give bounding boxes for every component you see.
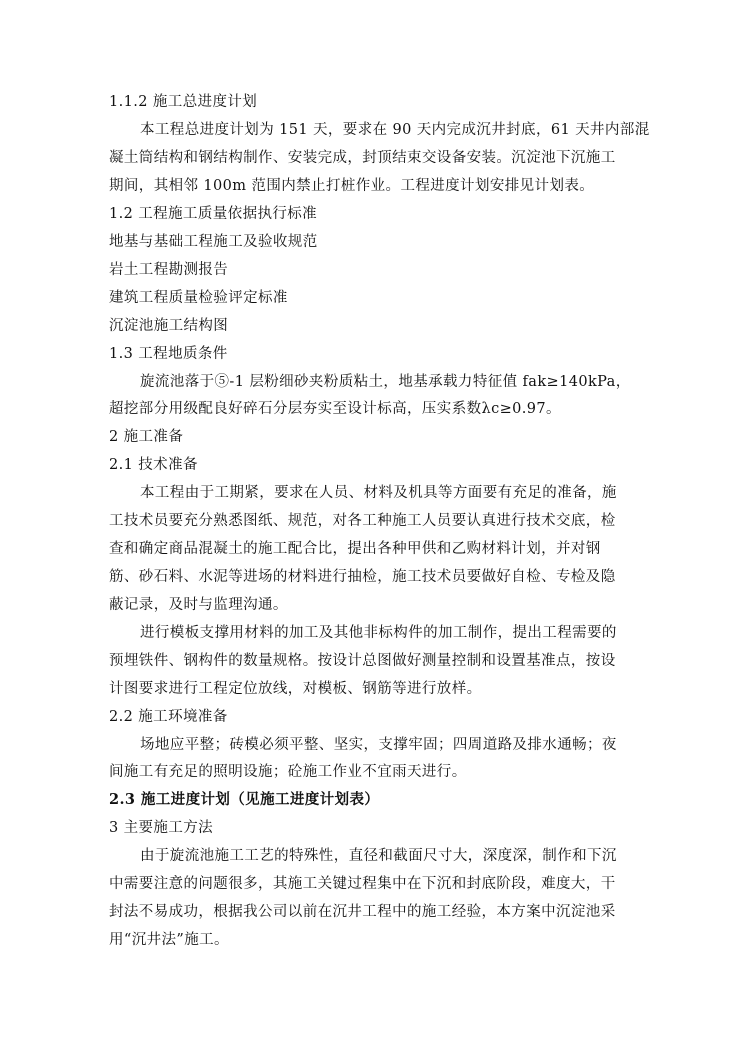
paragraph-line: 封法不易成功，根据我公司以前在沉井工程中的施工经验，本方案中沉淀池采 xyxy=(109,904,616,920)
paragraph-line: 筋、砂石料、水泥等进场的材料进行抽检，施工技术员要做好自检、专检及隐 xyxy=(109,569,616,585)
paragraph-line: 凝土筒结构和钢结构制作、安装完成，封顶结束交设备安装。沉淀池下沉施工 xyxy=(109,150,616,166)
heading-1-2: 1.2 工程施工质量依据执行标准 xyxy=(109,206,318,222)
paragraph-line: 本工程总进度计划为 151 天，要求在 90 天内完成沉井封底，61 天井内部混 xyxy=(140,122,650,138)
standard-item: 建筑工程质量检验评定标准 xyxy=(109,290,288,306)
paragraph-line: 蔽记录，及时与监理沟通。 xyxy=(109,597,288,613)
heading-2-1: 2.1 技术准备 xyxy=(109,457,198,473)
heading-2-2: 2.2 施工环境准备 xyxy=(109,709,228,725)
paragraph-line: 用“沉井法”施工。 xyxy=(109,932,229,948)
heading-1-3: 1.3 工程地质条件 xyxy=(109,346,228,362)
paragraph-line: 中需要注意的问题很多，其施工关键过程集中在下沉和封底阶段，难度大，干 xyxy=(109,876,616,892)
paragraph-line: 计图要求进行工程定位放线，对模板、钢筋等进行放样。 xyxy=(109,681,482,697)
paragraph-line: 旋流池落于⑤-1 层粉细砂夹粉质粘土，地基承载力特征值 fak≥140kPa， xyxy=(140,374,631,390)
paragraph-line: 查和确定商品混凝土的施工配合比，提出各种甲供和乙购材料计划，并对钢 xyxy=(109,541,601,557)
paragraph-line: 超挖部分用级配良好碎石分层夯实至设计标高，压实系数λc≥0.97。 xyxy=(109,401,561,417)
paragraph-line: 场地应平整；砖模必须平整、坚实，支撑牢固；四周道路及排水通畅；夜 xyxy=(140,737,617,753)
paragraph-line: 进行模板支撑用材料的加工及其他非标构件的加工制作，提出工程需要的 xyxy=(140,625,617,641)
heading-2: 2 施工准备 xyxy=(109,429,184,445)
paragraph-line: 期间，其相邻 100m 范围内禁止打桩作业。工程进度计划安排见计划表。 xyxy=(109,178,595,194)
paragraph-line: 由于旋流池施工工艺的特殊性，直径和截面尺寸大，深度深，制作和下沉 xyxy=(140,848,617,864)
standard-item: 岩土工程勘测报告 xyxy=(109,262,229,278)
paragraph-line: 间施工有充足的照明设施；砼施工作业不宜雨天进行。 xyxy=(109,764,467,780)
standard-item: 沉淀池施工结构图 xyxy=(109,318,229,334)
paragraph-line: 预埋铁件、钢构件的数量规格。按设计总图做好测量控制和设置基准点，按设 xyxy=(109,653,616,669)
standard-item: 地基与基础工程施工及验收规范 xyxy=(109,234,318,250)
paragraph-line: 本工程由于工期紧，要求在人员、材料及机具等方面要有充足的准备，施 xyxy=(140,485,617,501)
heading-1-1-2: 1.1.2 施工总进度计划 xyxy=(109,94,258,110)
heading-3: 3 主要施工方法 xyxy=(109,820,214,836)
paragraph-line: 工技术员要充分熟悉图纸、规范，对各工种施工人员要认真进行技术交底，检 xyxy=(109,513,616,529)
heading-2-3: 2.3 施工进度计划（见施工进度计划表） xyxy=(109,791,380,808)
